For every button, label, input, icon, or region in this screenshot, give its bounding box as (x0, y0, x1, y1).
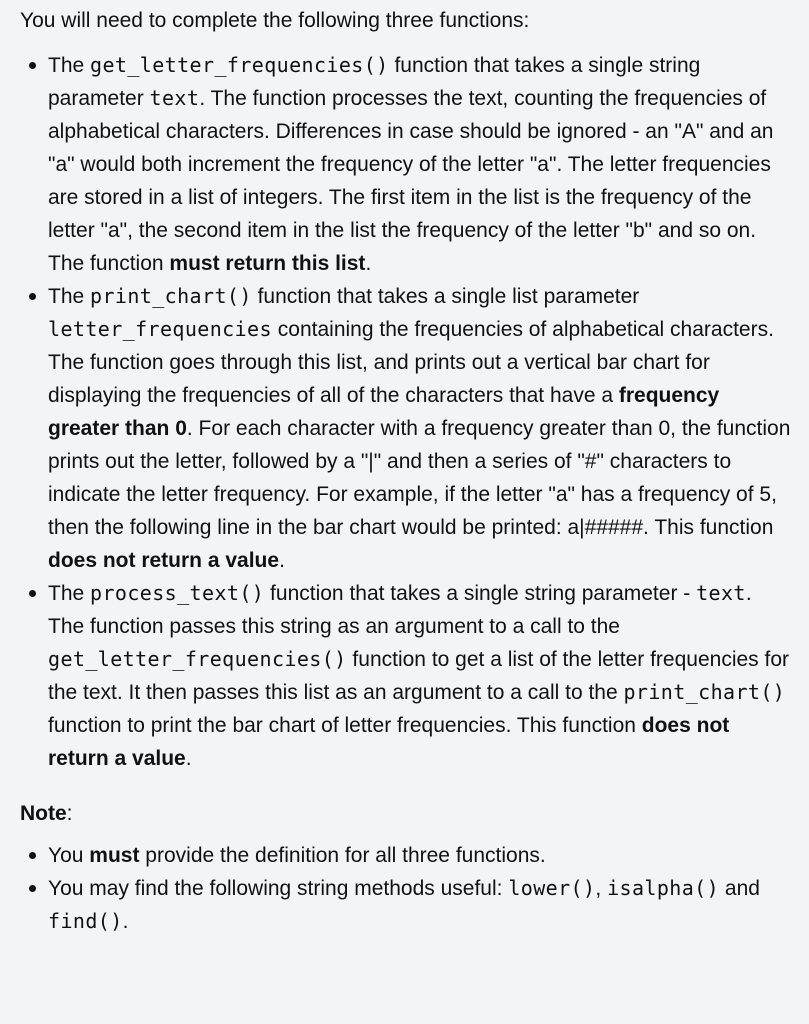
note-colon: : (66, 802, 73, 825)
body-text: . The function processes the text, counting the frequencies of alphabetical characters. Differences in case should be ignored - an "A" and an "a" would both increment the frequency of the letter "a". The letter frequencies are stored in a list of integers. The first item in the list is the frequency of the letter "a", the second item in the list the frequency of the letter "b" and so on. The function (48, 87, 774, 275)
parameter-letter-frequencies: letter_frequencies (48, 317, 272, 341)
function-name-get-letter-frequencies: get_letter_frequencies() (90, 53, 389, 77)
punctuation: . (122, 910, 129, 933)
body-text: provide the definition for all three functions. (139, 844, 546, 867)
body-text: function that takes a single list parameter (251, 285, 640, 308)
body-text: function to print the bar chart of letter frequencies. This function (48, 714, 642, 737)
body-text: . For each character with a frequency greater than 0, the function prints out the letter, followed by a "|" and then a series of "#" characters to indicate the letter frequency. For example, if the letter "a" has a frequency of 5, then the following line in the bar chart would be printed: (48, 417, 791, 539)
punctuation: . (365, 252, 372, 275)
note-label: Note (20, 802, 67, 825)
function-name-process-text: process_text() (90, 581, 265, 605)
separator: and (719, 877, 760, 900)
lead-text: The (48, 54, 91, 77)
intro-text: You will need to complete the following three functions: (20, 9, 530, 32)
punctuation: . (185, 747, 192, 770)
function-name-print-chart: print_chart() (623, 680, 786, 704)
note-item-definition (48, 839, 791, 872)
body-text: function to get a list of the letter frequencies for the text. It then passes this list as an argument to a call to the (48, 648, 790, 704)
note-item-string-methods (48, 872, 791, 938)
body-text: function that takes a single string parameter - (264, 582, 697, 605)
body-text: . The function passes this string as an argument to a call to the (48, 582, 752, 638)
function-item-process-text (48, 577, 791, 775)
emphasis-text: must return this list (169, 252, 366, 275)
punctuation: . (279, 549, 285, 572)
note-heading (20, 797, 791, 830)
function-name-get-letter-frequencies: get_letter_frequencies() (48, 647, 347, 671)
lead-text: You (48, 844, 90, 867)
function-name-print-chart: print_chart() (90, 284, 252, 308)
lead-text: You may find the following string methods useful: (48, 877, 509, 900)
separator: , (595, 877, 608, 900)
method-find: find() (48, 909, 123, 933)
method-isalpha: isalpha() (607, 876, 720, 900)
parameter-text: text (149, 86, 200, 110)
method-lower: lower() (508, 876, 596, 900)
emphasis-text: does not return a value (48, 549, 280, 572)
example-output: a|##### (567, 516, 644, 539)
emphasis-text: does not return a value (48, 714, 730, 770)
body-text: containing the frequencies of alphabetical characters. The function goes through this list, and prints out a vertical bar chart for displaying the frequencies of all of the characters that have a (48, 318, 774, 407)
parameter-text: text (696, 581, 746, 605)
function-item-get-letter-frequencies (48, 49, 791, 280)
emphasis-text: frequency greater than 0 (48, 384, 720, 440)
lead-text: The (48, 285, 91, 308)
body-text: . This function (643, 516, 774, 539)
body-text: function that takes a single string parameter (48, 54, 701, 110)
functions-list (20, 49, 791, 775)
lead-text: The (48, 582, 91, 605)
note-list (20, 839, 791, 938)
emphasis-text: must (89, 844, 140, 867)
function-item-print-chart (48, 280, 791, 577)
